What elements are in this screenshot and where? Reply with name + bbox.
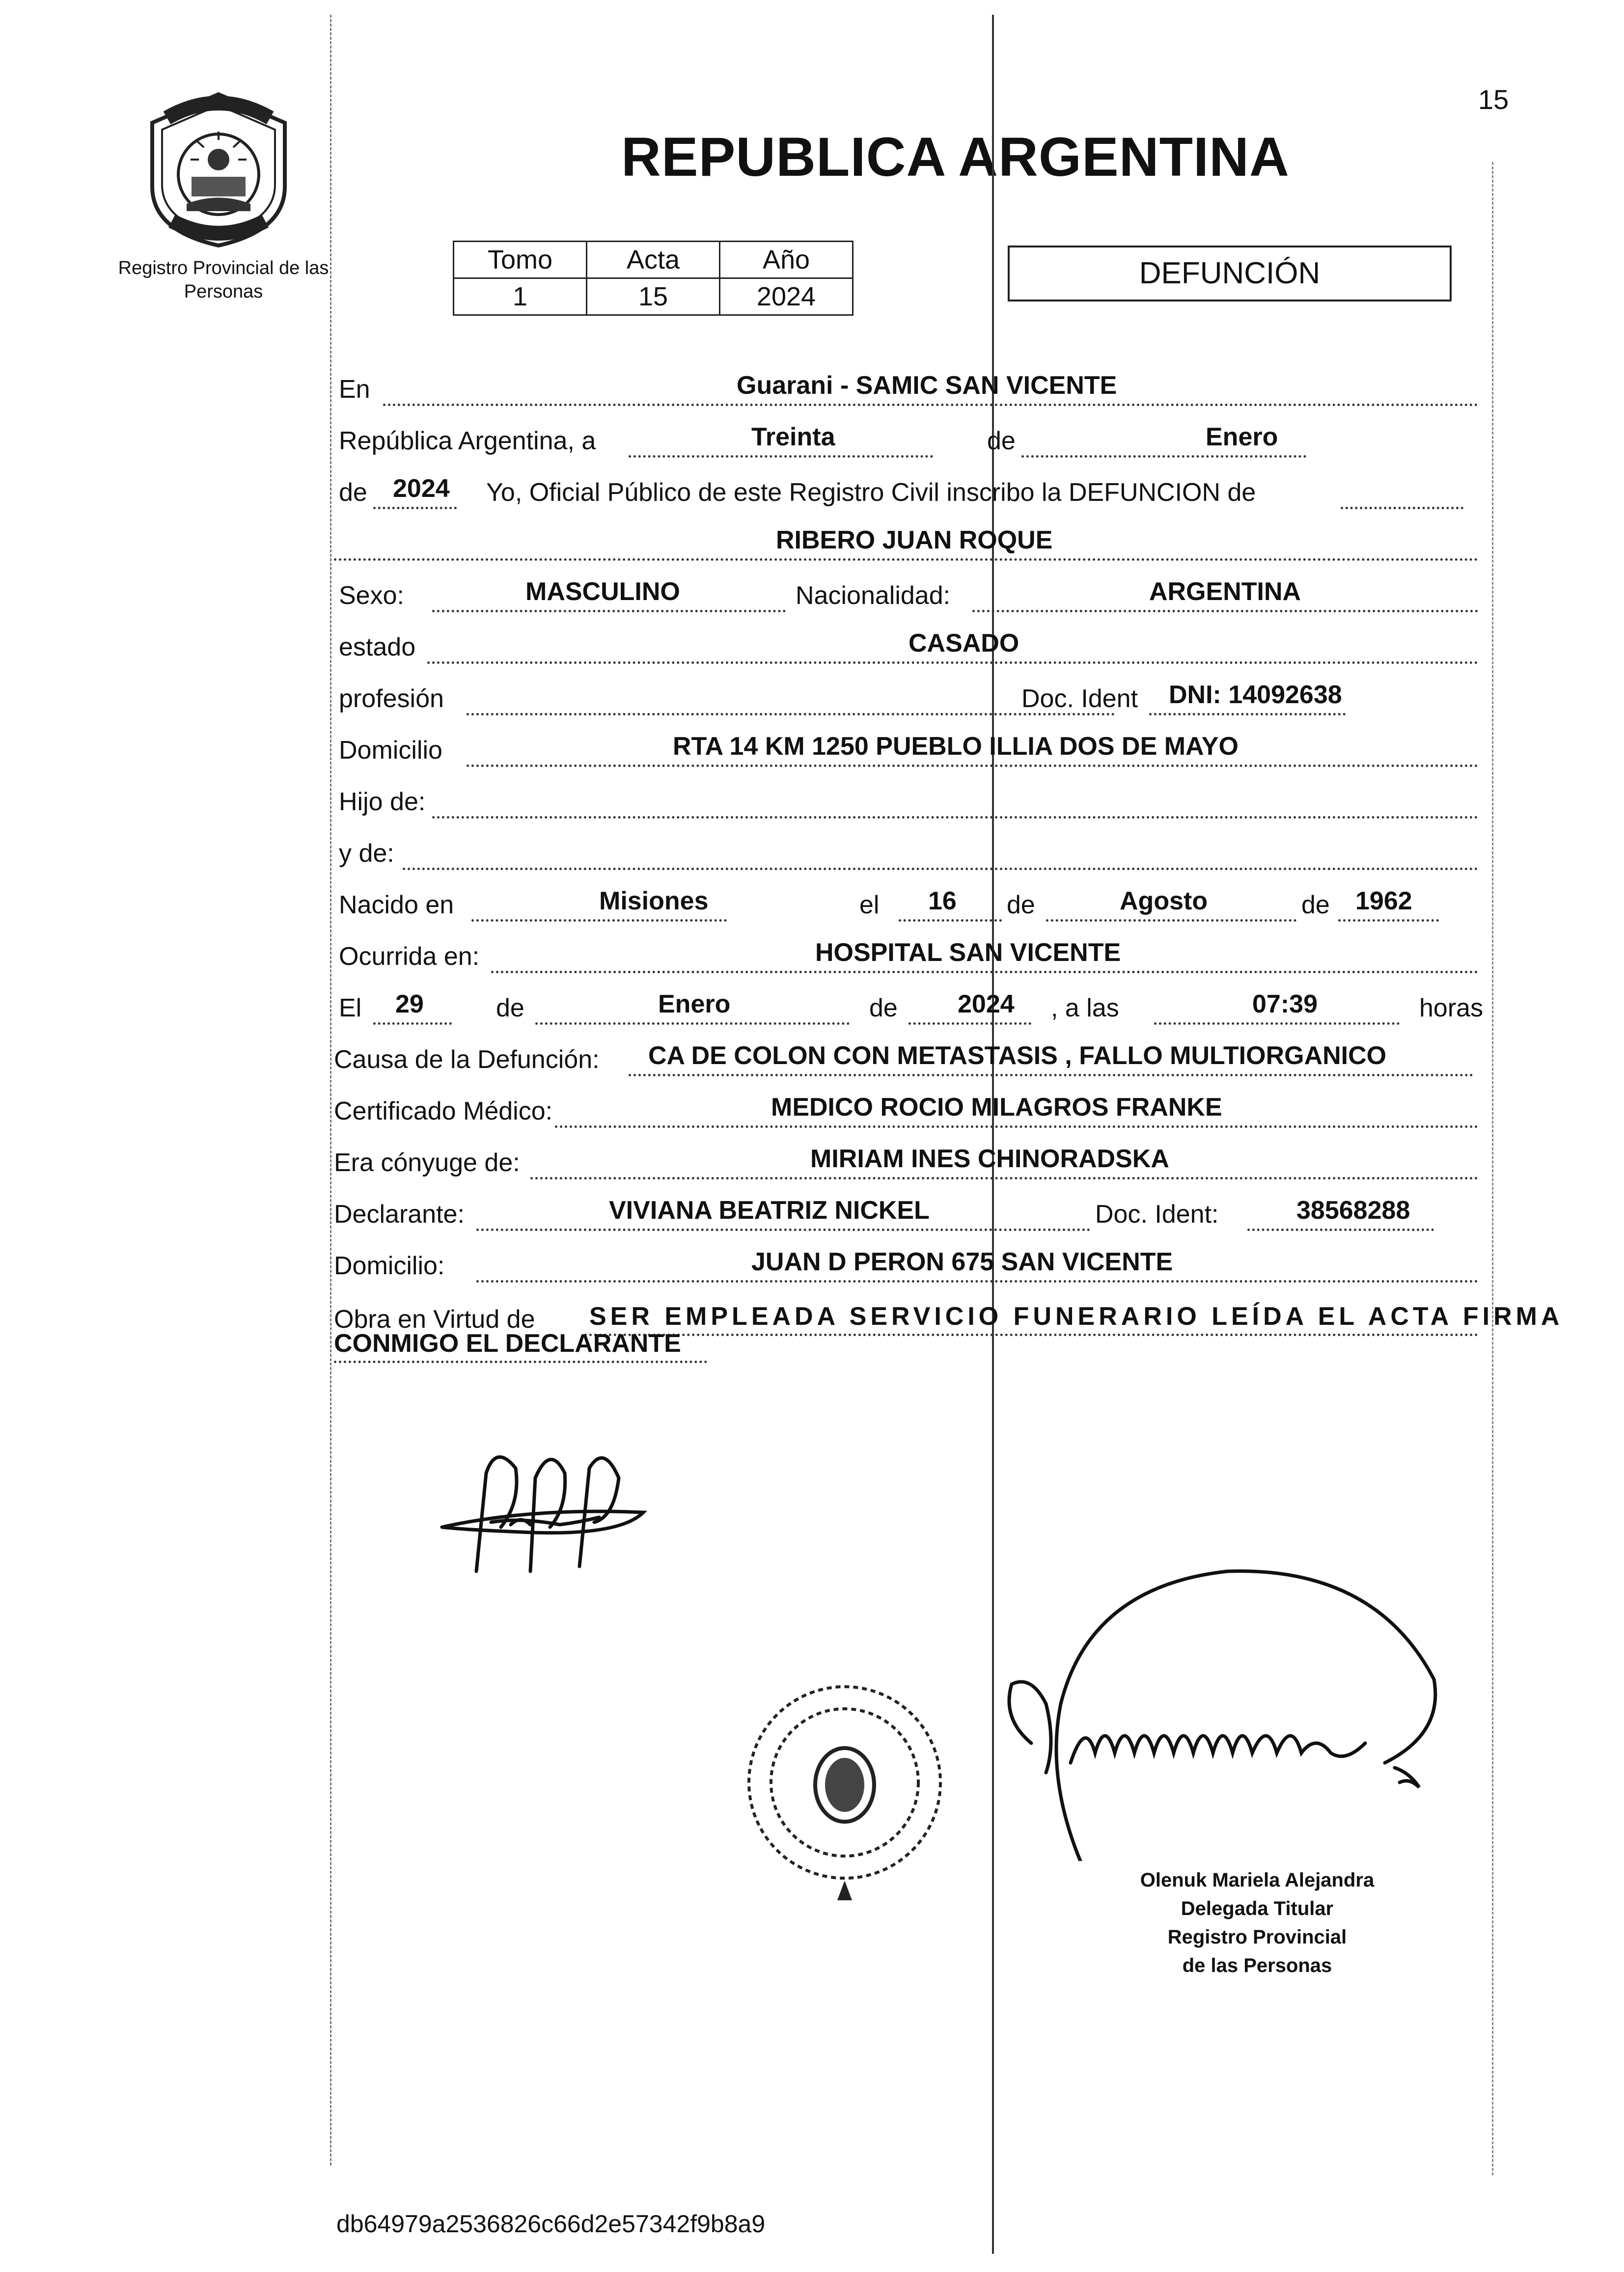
inscribo-text: Yo, Oficial Público de este Registro Civil inscribo la DEFUNCION de xyxy=(486,478,1256,507)
record-type: DEFUNCIÓN xyxy=(1008,246,1452,301)
de-label: de xyxy=(1301,891,1330,919)
de-label: de xyxy=(869,994,898,1022)
row-domicilio2 xyxy=(334,1240,1483,1291)
dotted-line xyxy=(432,777,1478,819)
official-stamp xyxy=(732,1670,958,1905)
conyuge-label: Era cónyuge de: xyxy=(334,1149,520,1177)
tomo-header: Tomo xyxy=(454,242,587,278)
ocurrida-label: Ocurrida en: xyxy=(339,942,480,971)
row-hijo xyxy=(334,776,1483,827)
obra-value-line2: CONMIGO EL DECLARANTE xyxy=(334,1329,681,1358)
el-label: El xyxy=(339,994,362,1022)
doc-ident-label: Doc. Ident: xyxy=(1095,1200,1219,1229)
obra-value-line1: SER EMPLEADA SERVICIO FUNERARIO LEÍDA EL ACTA FIRMA xyxy=(589,1302,1564,1331)
row-republica xyxy=(334,415,1483,466)
de-label: de xyxy=(987,427,1016,455)
el-label: el xyxy=(859,891,880,919)
reference-table xyxy=(453,241,853,316)
causa-value: CA DE COLON CON METASTASIS , FALLO MULTIORGANICO xyxy=(648,1041,1387,1070)
profesion-label: profesión xyxy=(339,684,444,713)
en-label: En xyxy=(339,375,370,404)
de-label: de xyxy=(339,478,367,507)
row-profesion xyxy=(334,673,1483,724)
row-obra-2 xyxy=(334,1321,1483,1365)
row-certificado xyxy=(334,1085,1483,1137)
estado-value: CASADO xyxy=(908,629,1019,657)
row-conyuge xyxy=(334,1137,1483,1188)
document-title: REPUBLICA ARGENTINA xyxy=(621,126,1290,188)
page-number: 15 xyxy=(1478,84,1509,115)
row-name xyxy=(334,518,1483,570)
death-time: 07:39 xyxy=(1252,990,1318,1018)
conyuge-value: MIRIAM INES CHINORADSKA xyxy=(810,1145,1169,1173)
birth-day: 16 xyxy=(928,887,957,915)
official-role: Delegada Titular xyxy=(1181,1898,1334,1919)
month-text: Enero xyxy=(1206,423,1278,451)
de-label: de xyxy=(1007,891,1035,919)
estado-label: estado xyxy=(339,633,416,661)
day-text: Treinta xyxy=(751,423,835,451)
a-las-label: , a las xyxy=(1051,994,1119,1022)
margin-line xyxy=(330,15,331,2165)
place-value: Guarani - SAMIC SAN VICENTE xyxy=(737,371,1117,400)
official-name: Olenuk Mariela Alejandra xyxy=(1140,1869,1375,1891)
row-sexo xyxy=(334,570,1483,621)
death-year: 2024 xyxy=(958,990,1015,1018)
official-office-line2: de las Personas xyxy=(1182,1955,1332,1976)
row-causa xyxy=(334,1034,1483,1085)
birthplace-value: Misiones xyxy=(599,887,709,915)
hijo-label: Hijo de: xyxy=(339,788,426,816)
row-domicilio xyxy=(334,724,1483,776)
row-year xyxy=(334,466,1483,518)
official-signature xyxy=(972,1557,1463,1861)
nacido-label: Nacido en xyxy=(339,891,454,919)
anio-header: Año xyxy=(720,242,853,278)
tomo-value: 1 xyxy=(454,278,587,315)
row-estado xyxy=(334,621,1483,673)
document-hash: db64979a2536826c66d2e57342f9b8a9 xyxy=(336,2210,766,2238)
row-ocurrida xyxy=(334,931,1483,982)
acta-value: 15 xyxy=(587,278,720,315)
year-value: 2024 xyxy=(393,474,450,503)
ocurrida-value: HOSPITAL SAN VICENTE xyxy=(815,938,1121,967)
domicilio2-value: JUAN D PERON 675 SAN VICENTE xyxy=(751,1248,1173,1276)
doc-ident-label: Doc. Ident xyxy=(1021,684,1138,713)
official-office-line1: Registro Provincial xyxy=(1167,1926,1347,1948)
domicilio2-label: Domicilio: xyxy=(334,1252,445,1280)
right-margin-line xyxy=(1492,162,1493,2175)
declarante-value: VIVIANA BEATRIZ NICKEL xyxy=(609,1196,930,1225)
official-block xyxy=(1095,1866,1419,1980)
horas-label: horas xyxy=(1419,994,1484,1022)
deceased-name: RIBERO JUAN ROQUE xyxy=(776,526,1053,554)
misiones-seal-logo xyxy=(138,88,300,250)
dotted-line xyxy=(1341,467,1463,509)
obra-label: Obra en Virtud de xyxy=(334,1305,535,1334)
domicilio-label: Domicilio xyxy=(339,736,442,765)
birth-year: 1962 xyxy=(1355,887,1412,915)
death-day: 29 xyxy=(395,990,424,1018)
nacionalidad-value: ARGENTINA xyxy=(1149,577,1301,606)
death-month: Enero xyxy=(658,990,731,1018)
row-nacido xyxy=(334,879,1483,931)
row-declarante xyxy=(334,1188,1483,1240)
declarante-doc: 38568288 xyxy=(1296,1196,1410,1225)
certificado-label: Certificado Médico: xyxy=(334,1097,553,1125)
dni-value: DNI: 14092638 xyxy=(1169,681,1342,709)
republica-label: República Argentina, a xyxy=(339,427,596,455)
de-label: de xyxy=(496,994,524,1022)
row-yde xyxy=(334,827,1483,879)
nacionalidad-label: Nacionalidad: xyxy=(796,581,951,610)
birth-month: Agosto xyxy=(1120,887,1208,915)
anio-value: 2024 xyxy=(720,278,853,315)
acta-header: Acta xyxy=(587,242,720,278)
row-en xyxy=(334,363,1483,415)
declarante-label: Declarante: xyxy=(334,1200,465,1229)
domicilio-value: RTA 14 KM 1250 PUEBLO ILLIA DOS DE MAYO xyxy=(673,732,1239,761)
dotted-line xyxy=(467,674,1115,715)
declarant-signature xyxy=(432,1424,668,1591)
yde-label: y de: xyxy=(339,839,394,868)
sexo-value: MASCULINO xyxy=(525,577,680,606)
causa-label: Causa de la Defunción: xyxy=(334,1045,600,1074)
dotted-line xyxy=(403,828,1478,870)
certificado-value: MEDICO ROCIO MILAGROS FRANKE xyxy=(771,1093,1222,1122)
row-fecha xyxy=(334,982,1483,1034)
issuer-name: Registro Provincial de las Personas xyxy=(118,258,329,302)
sexo-label: Sexo: xyxy=(339,581,404,610)
